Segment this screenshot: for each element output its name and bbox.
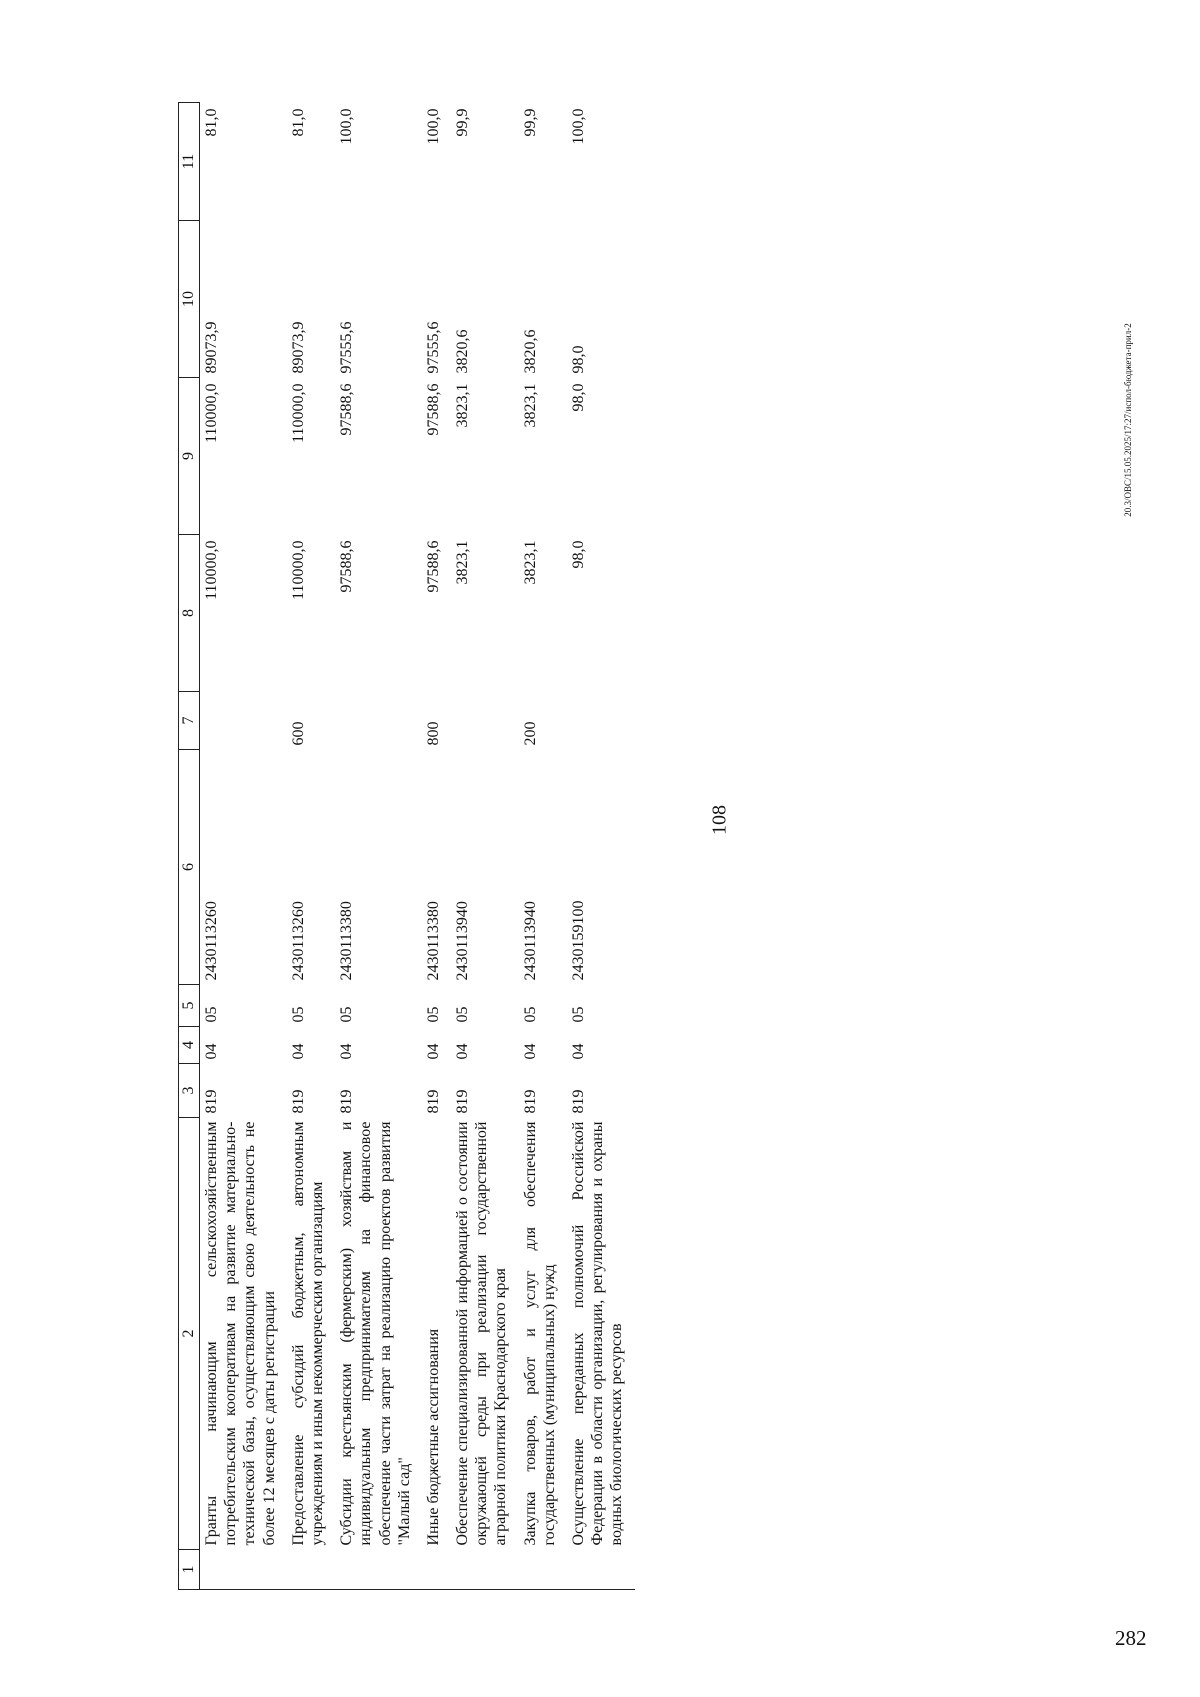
cell-c5: 05 xyxy=(521,1006,539,1023)
cell-c3: 819 xyxy=(454,1089,472,1114)
budget-table xyxy=(178,102,635,1590)
column-header: 6 xyxy=(179,750,200,985)
cell-c8: 3823,1 xyxy=(521,540,539,585)
cell-c6: 2430113940 xyxy=(521,901,539,981)
cell-c9: 110000,0 xyxy=(289,383,307,443)
cell-c7 xyxy=(451,692,519,750)
column-header: 1 xyxy=(179,1550,200,1590)
row-number-cell xyxy=(567,1550,635,1590)
cell-c11: 100,0 xyxy=(424,108,442,145)
cell-c6: 2430113380 xyxy=(424,901,442,981)
cell-c8: 97588,6 xyxy=(338,540,356,593)
description-cell: Субсидии крестьянским (фермерским) хозяйствам и индивидуальным предпринимателям на финансовое обеспечение части затрат на реализацию проектов развития "Малый сад" xyxy=(338,1121,413,1546)
page-number-bottom: 282 xyxy=(1115,1626,1147,1650)
cell-c3: 819 xyxy=(289,1089,307,1114)
cell-c9: 3823,1 xyxy=(521,383,539,428)
cell-c9: 3823,1 xyxy=(454,383,472,428)
row-number-cell xyxy=(287,1550,335,1590)
cell-c3: 819 xyxy=(338,1089,356,1114)
table-row xyxy=(422,103,451,1590)
cell-c4: 04 xyxy=(454,1043,472,1060)
column-header: 11 xyxy=(179,103,200,221)
column-header: 4 xyxy=(179,1027,200,1064)
row-number-cell xyxy=(200,1550,287,1590)
cell-c5: 05 xyxy=(203,1006,220,1023)
cell-c11: 81,0 xyxy=(289,108,307,137)
cell-c5: 05 xyxy=(424,1006,442,1023)
footer-document-code: 20.3/ОВС/15.05.2025/17:27/испол-бюджета-прил-2 xyxy=(1123,323,1133,517)
cell-c9: 110000,0 xyxy=(203,383,220,443)
column-header: 3 xyxy=(179,1064,200,1118)
cell-c6: 2430113260 xyxy=(289,901,307,981)
table-row xyxy=(335,103,422,1590)
cell-c10: 97555,6 xyxy=(424,321,442,374)
cell-c7: 600 xyxy=(289,721,307,746)
cell-c7 xyxy=(567,692,635,750)
description-cell: Осуществление переданных полномочий Российской Федерации в области организации, регулирования и охраны водных биологических ресурсов xyxy=(570,1121,626,1546)
cell-c9: 97588,6 xyxy=(424,383,442,436)
column-header: 8 xyxy=(179,535,200,692)
cell-c6: 2430113940 xyxy=(454,901,472,981)
cell-c11: 99,9 xyxy=(454,108,472,137)
cell-c8: 98,0 xyxy=(570,540,587,569)
description-cell: Обеспечение специализированной информацией о состоянии окружающей среды при реализации государственной аграрной политики Краснодарского края xyxy=(454,1121,510,1546)
cell-c4: 04 xyxy=(289,1043,307,1060)
row-number-cell xyxy=(451,1550,519,1590)
cell-c10: 98,0 xyxy=(570,345,587,374)
description-cell: Гранты начинающим сельскохозяйственным потребительским кооперативам на развитие материально-технической базы, осуществляющим свою деятельность не более 12 месяцев с даты регистрации xyxy=(203,1121,278,1546)
row-number-cell xyxy=(422,1550,451,1590)
table-row xyxy=(519,103,567,1590)
cell-c10: 3820,6 xyxy=(521,329,539,374)
cell-c11: 81,0 xyxy=(203,108,220,137)
cell-c7 xyxy=(335,692,422,750)
cell-c7 xyxy=(200,692,287,750)
cell-c3: 819 xyxy=(521,1089,539,1114)
cell-c5: 05 xyxy=(338,1006,356,1023)
cell-c5: 05 xyxy=(570,1006,587,1023)
cell-c4: 04 xyxy=(338,1043,356,1060)
description-cell: Иные бюджетные ассигнования xyxy=(424,1328,442,1546)
row-number-cell xyxy=(519,1550,567,1590)
cell-c3: 819 xyxy=(203,1089,220,1114)
cell-c7: 200 xyxy=(521,721,539,746)
cell-c8: 110000,0 xyxy=(203,540,220,600)
cell-c6: 2430159100 xyxy=(570,900,587,981)
column-header: 2 xyxy=(179,1118,200,1550)
cell-c10: 97555,6 xyxy=(338,321,356,374)
column-header: 9 xyxy=(179,378,200,535)
cell-c5: 05 xyxy=(454,1006,472,1023)
column-header: 10 xyxy=(179,221,200,378)
cell-c7: 800 xyxy=(424,721,442,746)
cell-c10: 89073,9 xyxy=(203,321,220,374)
cell-c4: 04 xyxy=(521,1043,539,1060)
budget-table-sheet xyxy=(178,103,1018,1590)
table-row xyxy=(451,103,519,1590)
cell-c6: 2430113260 xyxy=(203,901,220,981)
cell-c10: 3820,6 xyxy=(454,329,472,374)
row-number-cell xyxy=(335,1550,422,1590)
table-header-row xyxy=(179,103,200,1590)
cell-c3: 819 xyxy=(424,1089,442,1114)
cell-c4: 04 xyxy=(203,1043,220,1060)
cell-c3: 819 xyxy=(570,1089,587,1114)
description-cell: Предоставление субсидий бюджетным, автономным учреждениям и иным некоммерческим организациям xyxy=(289,1121,326,1546)
column-header: 5 xyxy=(179,985,200,1027)
cell-c4: 04 xyxy=(570,1043,587,1060)
cell-c8: 97588,6 xyxy=(424,540,442,593)
column-header: 7 xyxy=(179,692,200,750)
description-cell: Закупка товаров, работ и услуг для обеспечения государственных (муниципальных) нужд xyxy=(521,1121,558,1546)
cell-c10: 89073,9 xyxy=(289,321,307,374)
cell-c9: 97588,6 xyxy=(338,383,356,436)
cell-c4: 04 xyxy=(424,1043,442,1060)
table-row xyxy=(287,103,335,1590)
cell-c5: 05 xyxy=(289,1006,307,1023)
cell-c11: 100,0 xyxy=(338,108,356,145)
cell-c9: 98,0 xyxy=(570,383,587,412)
cell-c8: 110000,0 xyxy=(289,540,307,600)
table-row xyxy=(200,103,287,1590)
page-number-top: 108 xyxy=(708,805,731,835)
table-row xyxy=(567,103,635,1590)
cell-c8: 3823,1 xyxy=(454,540,472,585)
cell-c11: 99,9 xyxy=(521,108,539,137)
cell-c11: 100,0 xyxy=(570,108,587,145)
cell-c6: 2430113380 xyxy=(338,901,356,981)
